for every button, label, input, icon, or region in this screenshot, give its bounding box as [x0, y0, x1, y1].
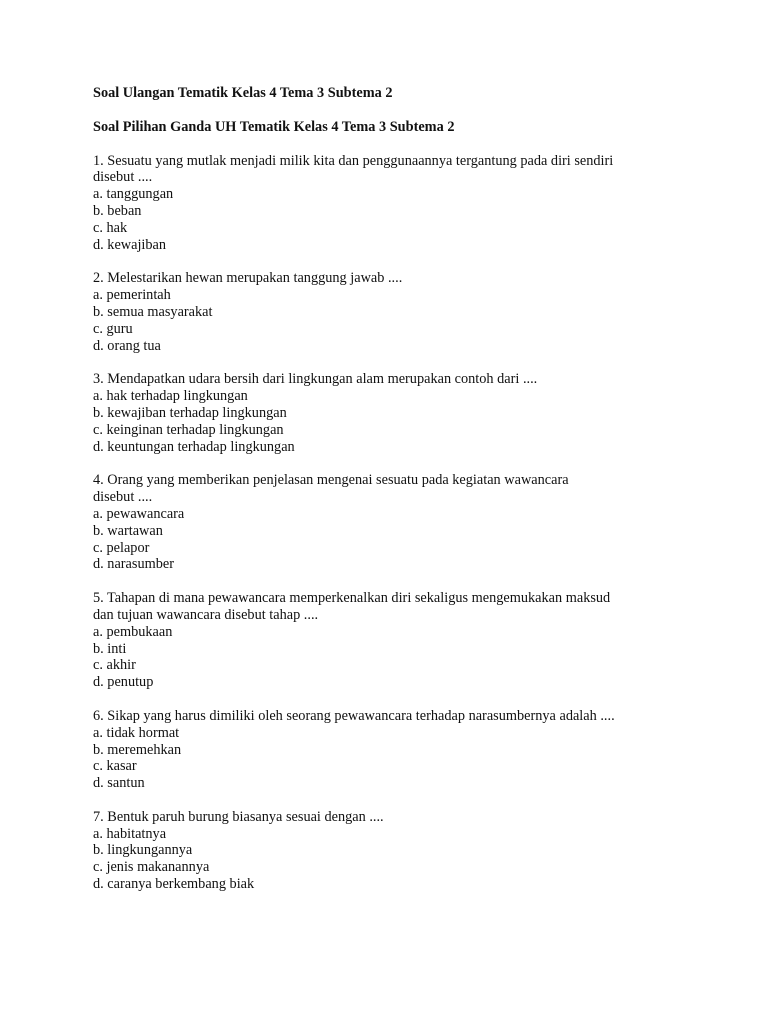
answer-option: d. orang tua [93, 337, 161, 354]
answer-option: b. lingkungannya [93, 842, 193, 859]
answer-option: c. hak [93, 219, 128, 236]
answer-options [93, 388, 693, 455]
question-text: 6. Sikap yang harus dimiliki oleh seorang pewawancara terhadap narasumbernya adalah .... [93, 707, 615, 724]
answer-option: d. keuntungan terhadap lingkungan [93, 438, 295, 455]
answer-option: b. semua masyarakat [93, 303, 213, 320]
document-page [93, 85, 693, 893]
question-4 [93, 472, 693, 573]
answer-option: c. jenis makanannya [93, 859, 210, 876]
answer-options [93, 186, 693, 253]
answer-option: d. penutup [93, 674, 154, 691]
answer-option: c. keinginan terhadap lingkungan [93, 421, 284, 438]
answer-options [93, 624, 693, 691]
document-title: Soal Ulangan Tematik Kelas 4 Tema 3 Subtema 2 [93, 85, 393, 101]
answer-option: d. santun [93, 775, 145, 792]
answer-options [93, 826, 693, 893]
answer-option: a. pemerintah [93, 287, 171, 304]
question-text: 1. Sesuatu yang mutlak menjadi milik kita dan penggunaannya tergantung pada diri sendiri disebut .... [93, 152, 614, 186]
answer-option: a. hak terhadap lingkungan [93, 388, 248, 405]
answer-option: b. beban [93, 202, 142, 219]
answer-option: d. kewajiban [93, 236, 167, 253]
answer-options [93, 506, 693, 573]
answer-options [93, 725, 693, 792]
question-7 [93, 809, 693, 893]
answer-option: a. tidak hormat [93, 724, 180, 741]
answer-option: a. tanggungan [93, 186, 174, 203]
answer-options [93, 287, 693, 354]
answer-option: a. pembukaan [93, 623, 173, 640]
question-text: 3. Mendapatkan udara bersih dari lingkungan alam merupakan contoh dari .... [93, 371, 538, 388]
question-text: 5. Tahapan di mana pewawancara memperkenalkan diri sekaligus mengemukakan maksud dan tujuan wawancara disebut tahap .... [93, 590, 611, 623]
question-1 [93, 153, 693, 254]
question-5 [93, 590, 693, 691]
question-text: 7. Bentuk paruh burung biasanya sesuai dengan .... [93, 808, 384, 825]
answer-option: b. inti [93, 640, 127, 657]
answer-option: c. kasar [93, 758, 137, 775]
question-3 [93, 371, 693, 455]
answer-option: a. pewawancara [93, 505, 185, 522]
question-text: 2. Melestarikan hewan merupakan tanggung jawab .... [93, 270, 403, 287]
answer-option: c. guru [93, 320, 133, 337]
question-6 [93, 708, 693, 792]
answer-option: b. wartawan [93, 522, 163, 539]
document-subtitle: Soal Pilihan Ganda UH Tematik Kelas 4 Tema 3 Subtema 2 [93, 118, 455, 135]
answer-option: c. pelapor [93, 539, 150, 556]
answer-option: c. akhir [93, 657, 136, 674]
question-text: 4. Orang yang memberikan penjelasan mengenai sesuatu pada kegiatan wawancara disebut .... [93, 472, 569, 506]
answer-option: d. caranya berkembang biak [93, 876, 255, 893]
answer-option: b. meremehkan [93, 741, 182, 758]
answer-option: b. kewajiban terhadap lingkungan [93, 404, 287, 421]
answer-option: a. habitatnya [93, 825, 167, 842]
question-list [93, 153, 693, 893]
question-2 [93, 270, 693, 354]
answer-option: d. narasumber [93, 556, 174, 573]
